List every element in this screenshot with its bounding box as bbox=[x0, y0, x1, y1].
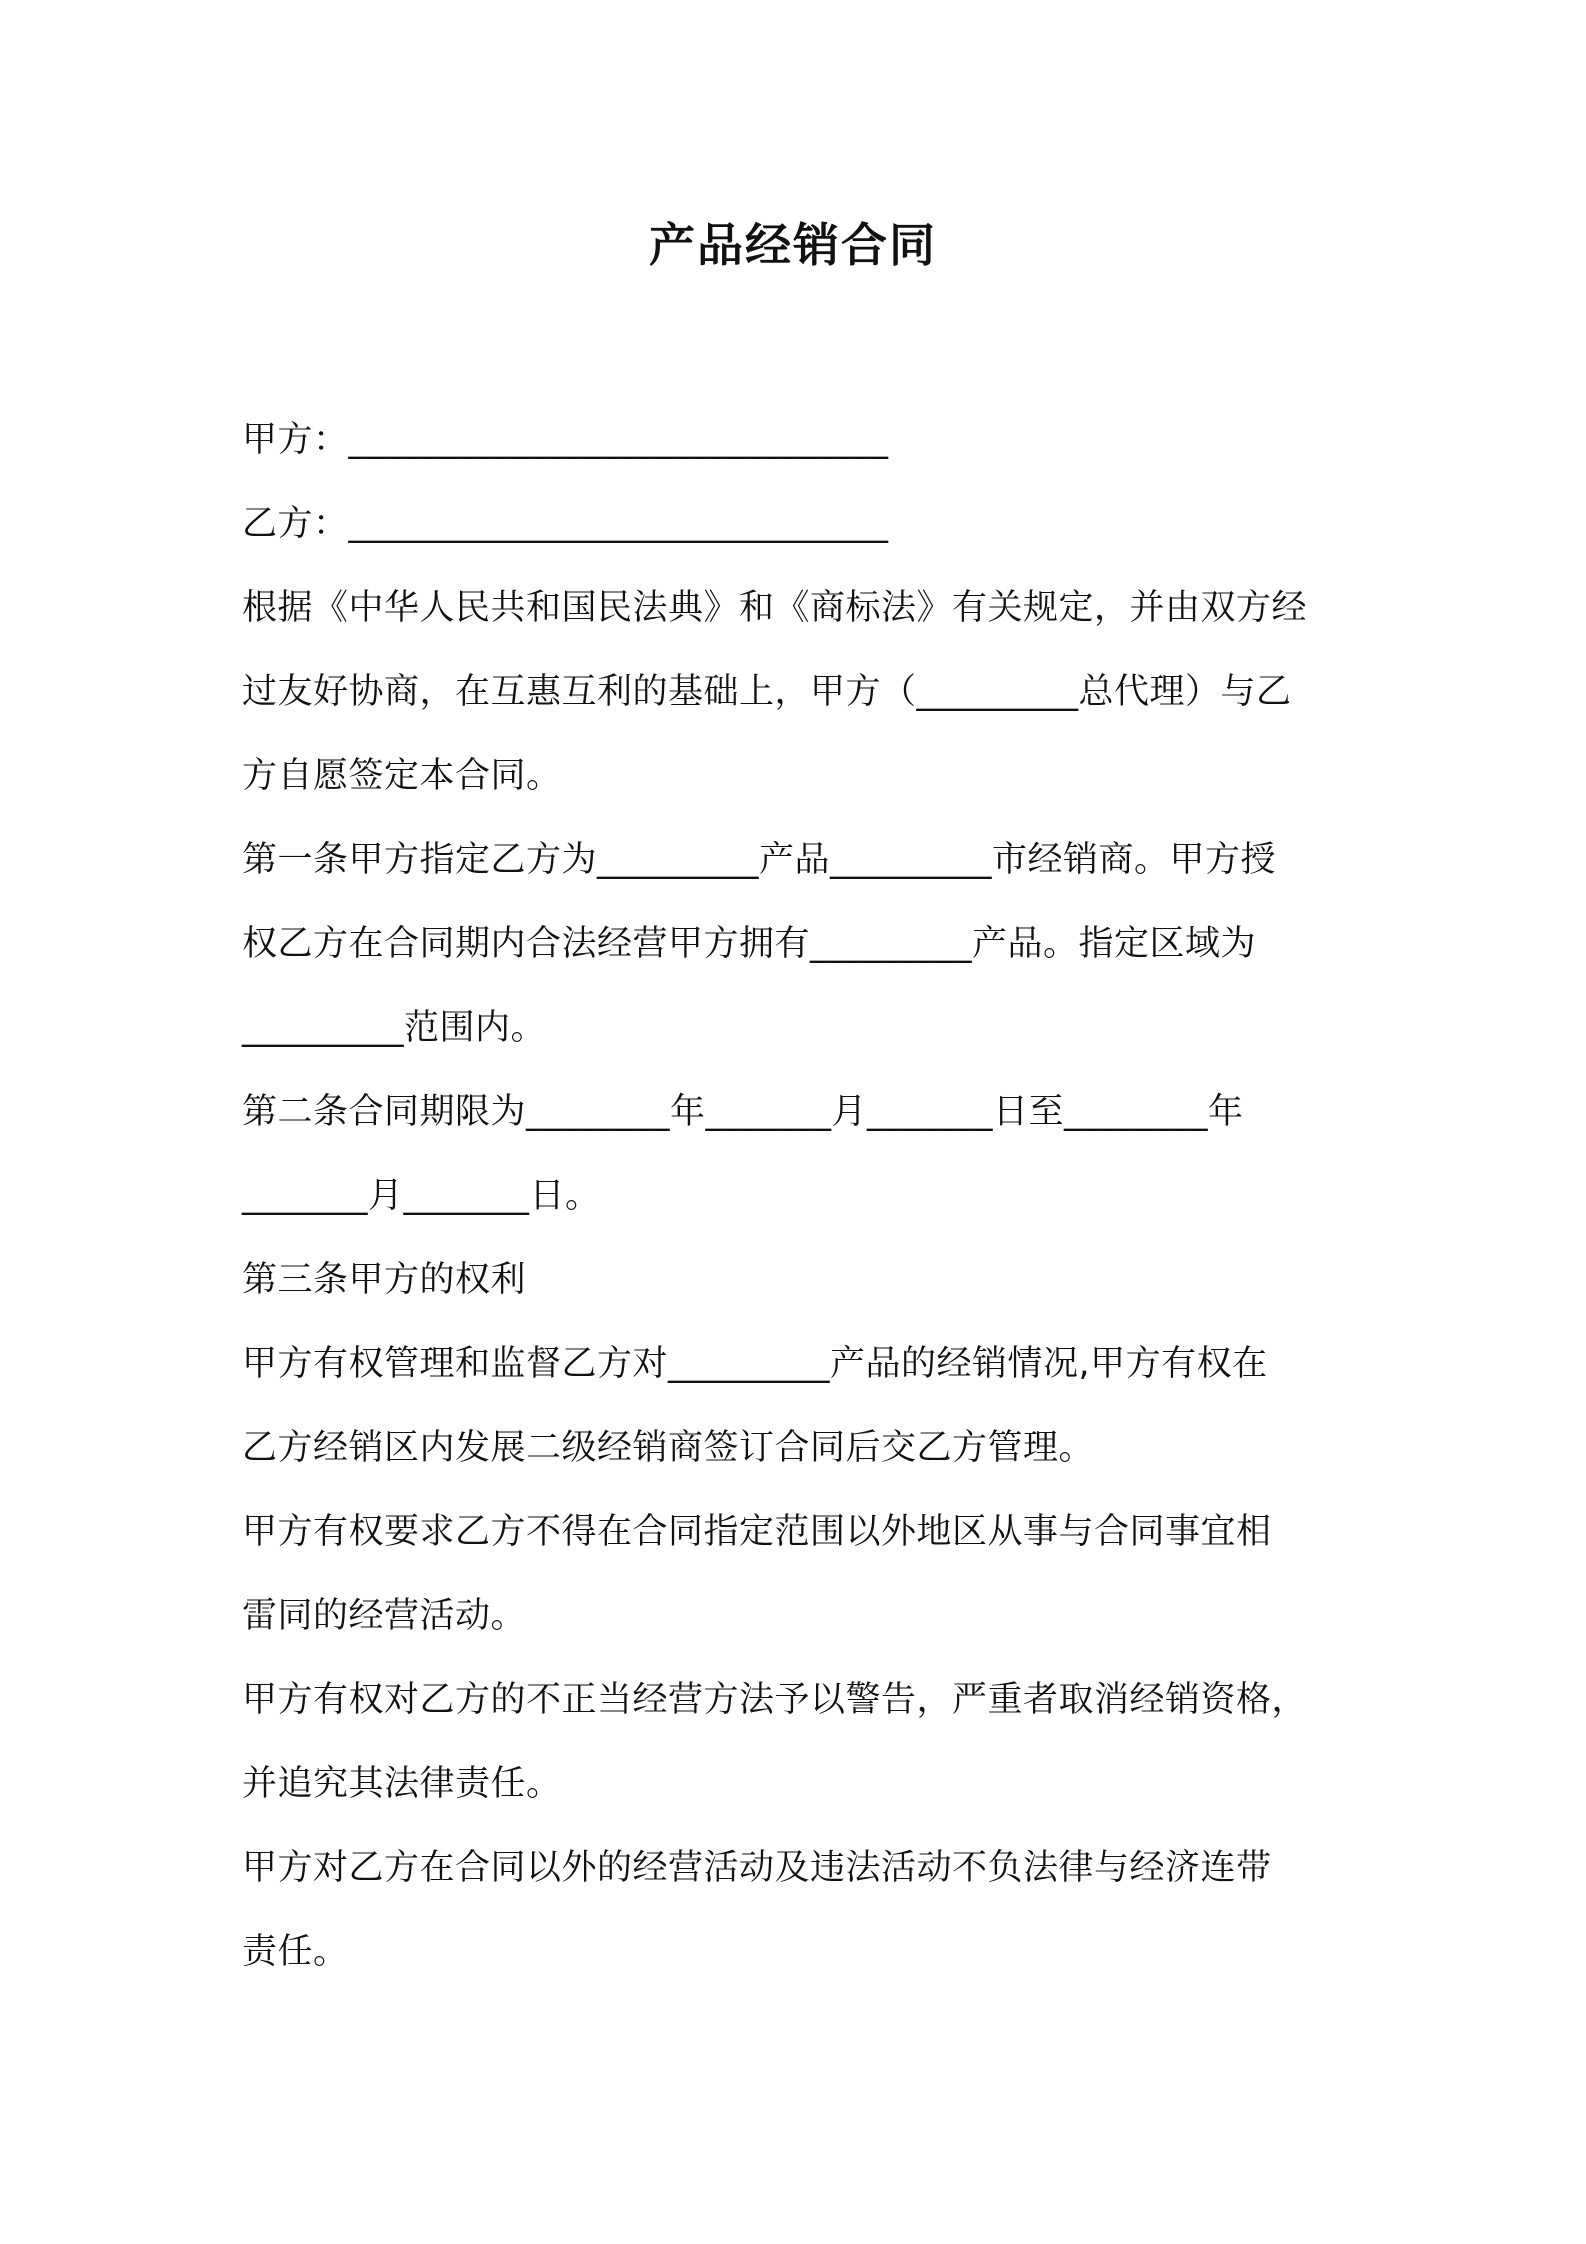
article-3-para-1-line-1: 甲方有权管理和监督乙方对_________产品的经销情况,甲方有权在 bbox=[242, 1344, 1268, 1384]
article-3-para-4-line-2: 责任。 bbox=[242, 1932, 349, 1972]
article-3-para-2-line-2: 雷同的经营活动。 bbox=[242, 1596, 527, 1636]
article-2-line-1: 第二条合同期限为________年_______月_______日至________年 bbox=[242, 1092, 1244, 1132]
article-1-line-2: 权乙方在合同期内合法经营甲方拥有_________产品。指定区域为 bbox=[242, 924, 1257, 964]
preamble-line-1: 根据《中华人民共和国民法典》和《商标法》有关规定，并由双方经 bbox=[242, 588, 1308, 628]
article-3-para-3-line-2: 并追究其法律责任。 bbox=[242, 1764, 562, 1804]
preamble-line-2: 过友好协商，在互惠互利的基础上，甲方（_________总代理）与乙 bbox=[242, 672, 1292, 712]
article-1-line-3: _________范围内。 bbox=[242, 1008, 547, 1048]
document-title: 产品经销合同 bbox=[649, 218, 937, 272]
article-3-para-1-line-2: 乙方经销区内发展二级经销商签订合同后交乙方管理。 bbox=[242, 1428, 1095, 1468]
party-a-line: 甲方：______________________________ bbox=[242, 420, 889, 460]
party-b-line: 乙方：______________________________ bbox=[242, 504, 889, 544]
article-1-line-1: 第一条甲方指定乙方为_________产品_________市经销商。甲方授 bbox=[242, 840, 1277, 880]
article-2-line-2: _______月_______日。 bbox=[242, 1176, 601, 1216]
article-3-para-4-line-1: 甲方对乙方在合同以外的经营活动及违法活动不负法律与经济连带 bbox=[242, 1848, 1272, 1888]
article-3-heading: 第三条甲方的权利 bbox=[242, 1260, 527, 1300]
article-3-para-2-line-1: 甲方有权要求乙方不得在合同指定范围以外地区从事与合同事宜相 bbox=[242, 1512, 1272, 1552]
preamble-line-3: 方自愿签定本合同。 bbox=[242, 756, 562, 796]
article-3-para-3-line-1: 甲方有权对乙方的不正当经营方法予以警告，严重者取消经销资格， bbox=[242, 1680, 1308, 1720]
